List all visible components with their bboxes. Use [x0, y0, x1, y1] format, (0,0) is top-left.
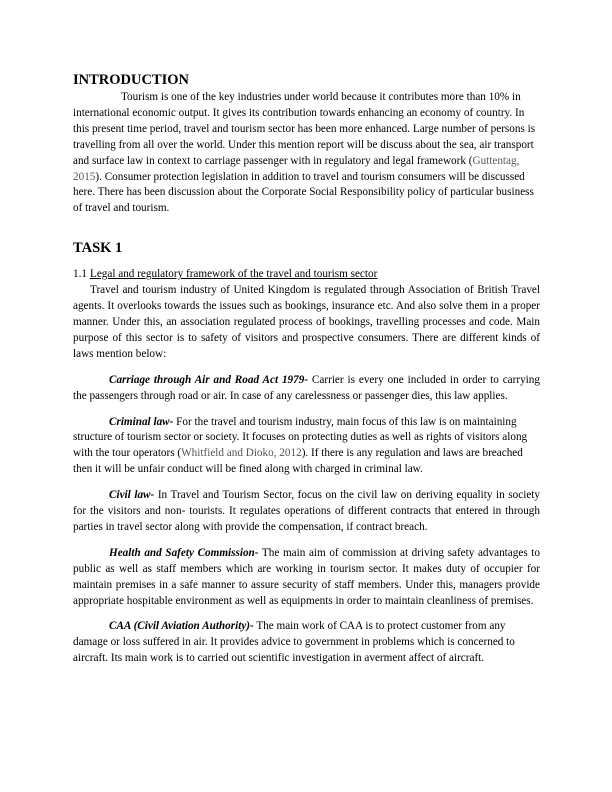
- criminal-law-paragraph: Criminal law- For the travel and tourism industry, main focus of this law is on maintaining structure of tourism sector or society. It focuses on protecting duties as well as rights of visitors along with the tour operators (Whitfield and Dioko, 2012). If there is any regulation and laws are breached then it will be unfair conduct will be fined along with charged in criminal law.: [73, 415, 528, 476]
- task1-intro-paragraph: Travel and tourism industry of United Kingdom is regulated through Association of British Travel agents. It overlooks towards the issues such as bookings, insurance etc. And also solve them in a proper manner. Under this, an association regulated process of bookings, travelling processes and code. Main purpose of this sector is to safety of visitors and prospective consumers. There are different kinds of laws mention below:: [73, 284, 540, 360]
- health-safety-paragraph: Health and Safety Commission- The main aim of commission at driving safety advantages to public as well as staff members which are working in tourism sector. It makes duty of occupier for maintain premises in a safe manner to assure security of staff members. Under this, managers provide appropriate hospitable environment as well as equipments in order to maintain cleanliness of premises.: [73, 546, 540, 607]
- criminal-law-term: Criminal law-: [109, 415, 174, 428]
- citation-whitfield: Whitfield and Dioko, 2012: [181, 447, 302, 460]
- civil-law-term: Civil law-: [109, 489, 155, 502]
- introduction-heading: INTRODUCTION: [73, 72, 190, 88]
- document-body: [73, 71, 540, 667]
- citation-guttentag: Guttentag, 2015: [73, 154, 520, 183]
- subsection-number: 1.1: [73, 268, 87, 281]
- carriage-act-paragraph: Carriage through Air and Road Act 1979- Carrier is every one included in order to carrying the passengers through road or air. In case of any carelessness or passenger dies, this law applies.: [73, 373, 540, 402]
- task1-heading: TASK 1: [73, 240, 123, 257]
- subsection-title: Legal and regulatory framework of the travel and tourism sector: [89, 268, 378, 281]
- carriage-act-term: Carriage through Air and Road Act 1979-: [109, 373, 309, 386]
- introduction-paragraph: Tourism is one of the key industries under world because it contributes more than 10% in international economic output. It gives its contribution towards enhancing an economy of country. In this present time period, travel and tourism sector has been more enhanced. Large number of persons is travelling from all over the world. Under this mention report will be discuss about the sea, air transport and surface law in context to carriage passenger with in regulatory and legal framework (Guttentag, 2015). Consumer protection legislation in addition to travel and tourism consumers will be discussed here. There has been discussion about the Corporate Social Responsibility policy of particular business of travel and tourism.: [73, 91, 536, 215]
- health-safety-term: Health and Safety Commission-: [109, 546, 259, 559]
- caa-paragraph: CAA (Civil Aviation Authority)- The main work of CAA is to protect customer from any damage or loss suffered in air. It provides advice to government in problems which is concerned to aircraft. Its main work is to carried out scientific investigation in averment affect of aircraft.: [73, 620, 515, 665]
- civil-law-paragraph: Civil law- In Travel and Tourism Sector, focus on the civil law on deriving equality in society for the visitors and non- tourists. It regulates operations of different contracts that entered in through parties in travel sector along with provide the compensation, if contract breach.: [73, 489, 540, 533]
- caa-term: CAA (Civil Aviation Authority)-: [109, 620, 254, 633]
- subsection-1-1-heading: [73, 267, 540, 283]
